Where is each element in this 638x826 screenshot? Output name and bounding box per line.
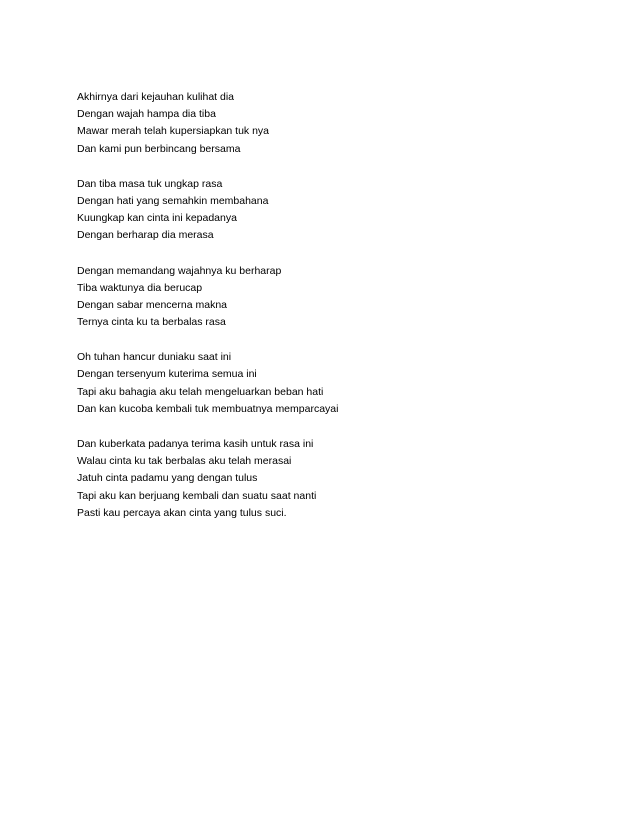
poem-line: Jatuh cinta padamu yang dengan tulus xyxy=(77,472,258,485)
poem-line: Dan kan kucoba kembali tuk membuatnya memparcayai xyxy=(77,402,339,415)
poem-line: Dengan memandang wajahnya ku berharap xyxy=(77,264,282,277)
poem-line: Walau cinta ku tak berbalas aku telah merasai xyxy=(77,455,292,468)
poem-line: Tapi aku bahagia aku telah mengeluarkan beban hati xyxy=(77,385,324,398)
stanza-1 xyxy=(77,89,597,158)
stanza-5 xyxy=(77,436,597,522)
poem-line: Ternya cinta ku ta berbalas rasa xyxy=(77,316,226,329)
stanza-3 xyxy=(77,263,597,332)
poem-line: Kuungkap kan cinta ini kepadanya xyxy=(77,212,237,225)
poem-body xyxy=(77,89,597,540)
poem-line: Pasti kau percaya akan cinta yang tulus suci. xyxy=(77,506,287,519)
poem-line: Dan kami pun berbincang bersama xyxy=(77,142,241,155)
poem-line: Dan kuberkata padanya terima kasih untuk rasa ini xyxy=(77,438,314,450)
poem-line: Tapi aku kan berjuang kembali dan suatu saat nanti xyxy=(77,489,317,502)
stanza-4 xyxy=(77,349,597,418)
poem-line: Akhirnya dari kejauhan kulihat dia xyxy=(77,91,235,103)
poem-line: Dan tiba masa tuk ungkap rasa xyxy=(77,177,223,190)
poem-line: Dengan tersenyum kuterima semua ini xyxy=(77,368,257,381)
poem-line: Tiba waktunya dia berucap xyxy=(77,281,203,294)
poem-line: Dengan wajah hampa dia tiba xyxy=(77,108,216,121)
poem-line: Dengan sabar mencerna makna xyxy=(77,298,228,311)
poem-line: Dengan berharap dia merasa xyxy=(77,229,214,242)
poem-line: Oh tuhan hancur duniaku saat ini xyxy=(77,351,232,364)
stanza-2 xyxy=(77,176,597,245)
poem-line: Mawar merah telah kupersiapkan tuk nya xyxy=(77,125,270,138)
poem-line: Dengan hati yang semahkin membahana xyxy=(77,194,269,207)
